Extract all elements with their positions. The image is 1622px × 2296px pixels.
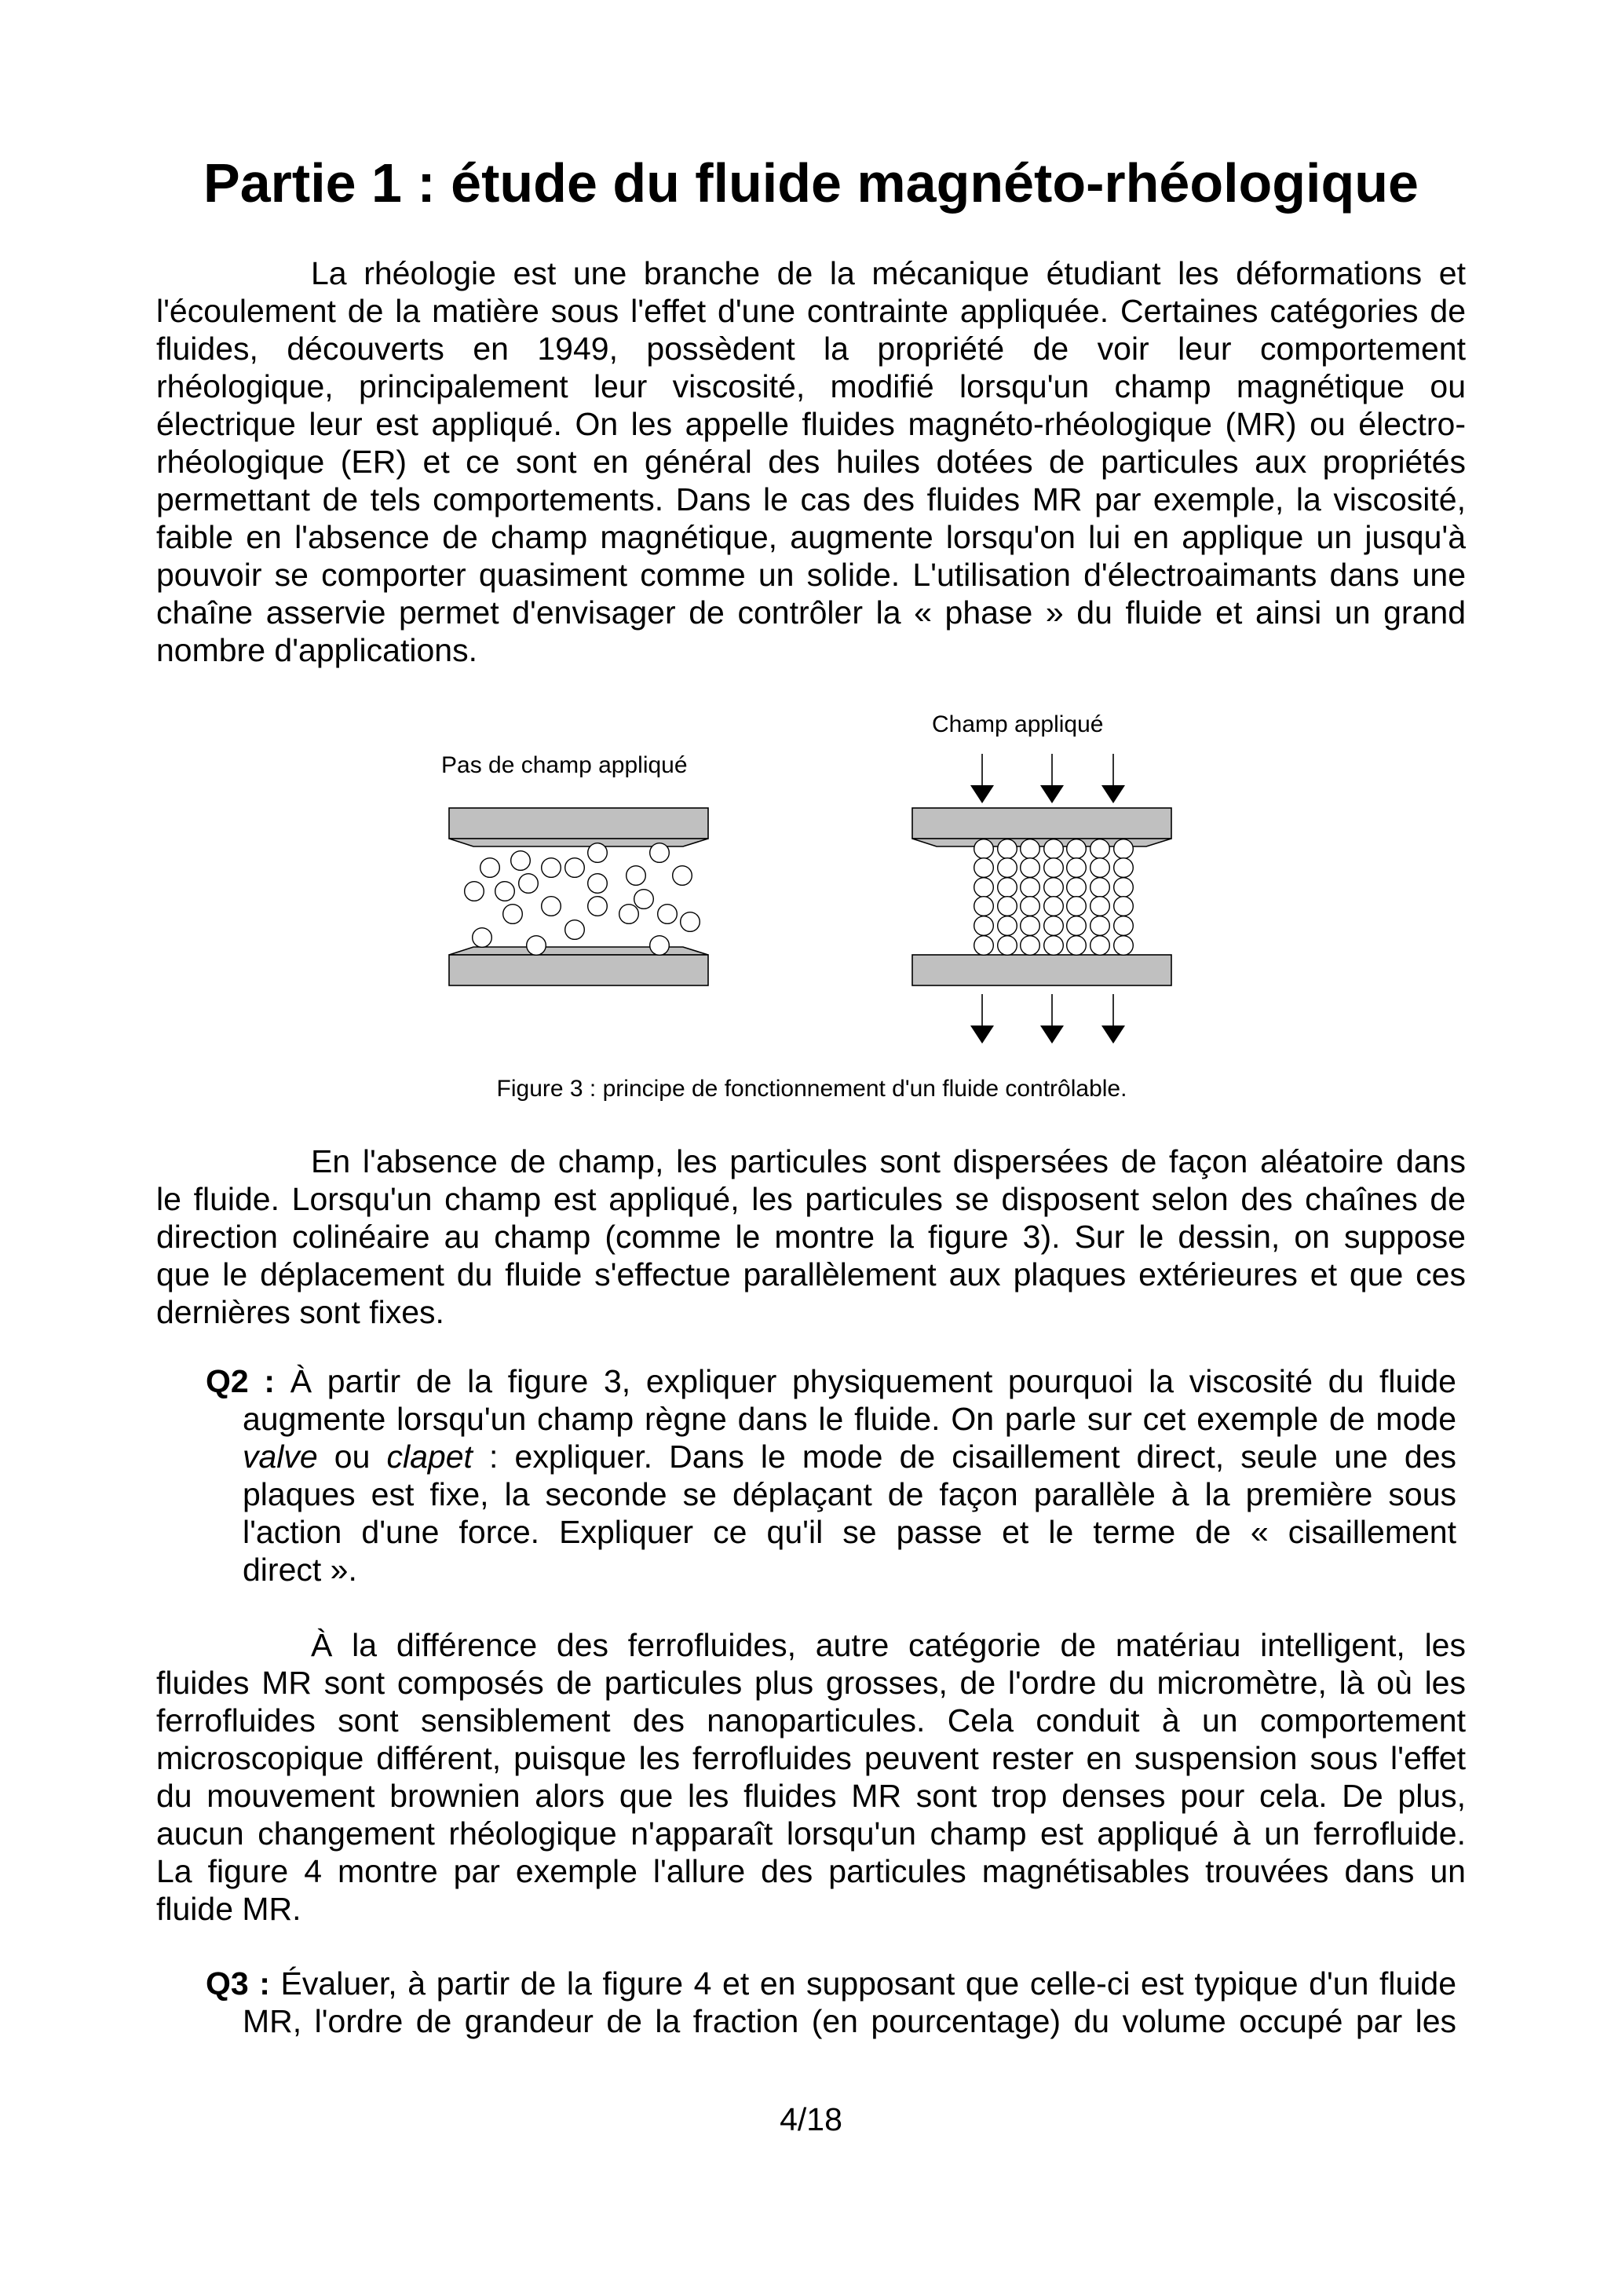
particle <box>542 897 561 916</box>
text-line: le fluide. Lorsqu'un champ est appliqué, les particules se disposent selon des chaînes de <box>156 1181 1466 1217</box>
chained-particle <box>1021 839 1040 859</box>
paragraph-absence-champ <box>156 1143 1466 1331</box>
particle <box>619 905 639 924</box>
particle <box>627 866 646 886</box>
bottom-plate <box>912 955 1171 985</box>
top-plate <box>449 808 708 839</box>
particle <box>588 874 608 894</box>
particle <box>473 928 492 948</box>
chained-particle <box>1114 936 1134 956</box>
particle <box>519 874 539 894</box>
text-line: l'écoulement de la matière sous l'effet d'une contrainte appliquée. Certaines catégories de <box>156 293 1466 329</box>
chained-particle <box>1021 858 1040 878</box>
text-line: ferrofluides sont sensiblement des nanoparticules. Cela conduit à un comportement <box>156 1702 1466 1738</box>
question-text: l'action d'une force. Expliquer ce qu'il se passe et le terme de « cisaillement <box>243 1514 1456 1550</box>
chained-particle <box>1090 858 1110 878</box>
text-line: En l'absence de champ, les particules sont dispersées de façon aléatoire dans <box>311 1143 1466 1179</box>
text-line: La figure 4 montre par exemple l'allure des particules magnétisables trouvées dans un <box>156 1853 1466 1889</box>
text-line: électrique leur est appliqué. On les appelle fluides magnéto-rhéologique (MR) ou électro- <box>156 406 1466 442</box>
text-line: dernières sont fixes. <box>156 1294 444 1330</box>
top-plate-bevel <box>912 839 1171 846</box>
question-q3 <box>206 1965 1456 2040</box>
chained-particle <box>1067 936 1087 956</box>
particle <box>634 890 654 909</box>
particle <box>503 905 523 924</box>
particle <box>658 905 678 924</box>
chained-particle <box>1090 897 1110 916</box>
chained-particle <box>974 858 994 878</box>
particle <box>681 912 700 932</box>
chained-particle <box>974 916 994 936</box>
chained-particle <box>1114 878 1134 898</box>
question-text: À partir de la figure 3, expliquer physiquement pourquoi la viscosité du fluide <box>275 1363 1456 1399</box>
chained-particle <box>1021 897 1040 916</box>
chained-particle <box>1044 936 1064 956</box>
question-text: direct ». <box>243 1552 357 1588</box>
text-line: rhéologique, principalement leur viscosité, modifié lorsqu'un champ magnétique ou <box>156 368 1466 404</box>
chained-particle <box>1021 878 1040 898</box>
question-text: augmente lorsqu'un champ règne dans le fluide. On parle sur cet exemple de mode <box>243 1401 1456 1437</box>
figure-caption <box>0 1076 1622 1102</box>
top-plate-bevel <box>449 839 708 846</box>
chained-particle <box>1044 878 1064 898</box>
particle <box>565 858 585 878</box>
chained-particle <box>998 936 1017 956</box>
arrow-head-icon <box>1101 1026 1125 1044</box>
chained-particle <box>1114 916 1134 936</box>
text-line: fluides MR sont composés de particules plus grosses, de l'ordre du micromètre, là où les <box>156 1665 1466 1701</box>
text-line: aucun changement rhéologique n'apparaît lorsqu'un champ est appliqué à un ferrofluide. <box>156 1815 1466 1852</box>
text-line: À la différence des ferrofluides, autre catégorie de matériau intelligent, les <box>311 1627 1466 1663</box>
chained-particle <box>1090 936 1110 956</box>
chained-particle <box>1114 839 1134 859</box>
question-q2 <box>206 1362 1456 1589</box>
particle <box>542 858 561 878</box>
text-line: fluide MR. <box>156 1891 301 1927</box>
text-line: direction colinéaire au champ (comme le montre la figure 3). Sur le dessin, on suppose <box>156 1219 1466 1255</box>
bottom-plate <box>449 955 708 985</box>
chained-particle <box>1067 916 1087 936</box>
chained-particle <box>1090 916 1110 936</box>
label-no-field: Pas de champ appliqué <box>441 752 688 778</box>
bottom-plate-bevel <box>449 947 708 955</box>
chained-particle <box>1021 936 1040 956</box>
label-field-applied: Champ appliqué <box>932 711 1104 737</box>
text-line: fluides, découverts en 1949, possèdent la propriété de voir leur comportement <box>156 331 1466 367</box>
question-text: : expliquer. Dans le mode de cisaillement direct, seule une des <box>472 1439 1457 1475</box>
text-line: faible en l'absence de champ magnétique, augmente lorsqu'on lui en applique un jusqu'à <box>156 519 1466 555</box>
text-line: du mouvement brownien alors que les fluides MR sont trop denses pour cela. De plus, <box>156 1778 1466 1814</box>
particle <box>527 936 546 956</box>
text-line: chaîne asservie permet d'envisager de contrôler la « phase » du fluide et ainsi un grand <box>156 594 1466 631</box>
text-line: que le déplacement du fluide s'effectue parallèlement aux plaques extérieures et que ces <box>156 1256 1466 1292</box>
question-text: plaques est fixe, la seconde se déplaçant de façon parallèle à la première sous <box>243 1476 1456 1512</box>
question-line <box>206 2002 1456 2040</box>
particle <box>465 882 484 901</box>
question-line <box>206 1362 1456 1400</box>
page-title: Partie 1 : étude du fluide magnéto-rhéologique <box>203 152 1419 214</box>
text-line: nombre d'applications. <box>156 632 477 668</box>
question-line <box>206 1513 1456 1551</box>
chained-particle <box>1114 858 1134 878</box>
chained-particle <box>998 858 1017 878</box>
particle <box>650 936 670 956</box>
chained-particle <box>1021 916 1040 936</box>
arrow-head-icon <box>1040 1026 1064 1044</box>
text-line: rhéologique (ER) et ce sont en général des huiles dotées de particules aux propriétés <box>156 444 1466 480</box>
particle-chains <box>974 839 1134 956</box>
particle <box>673 866 692 886</box>
particle <box>565 920 585 940</box>
chained-particle <box>1067 839 1087 859</box>
question-line <box>206 1551 1456 1589</box>
chained-particle <box>1044 858 1064 878</box>
question-text: MR, l'ordre de grandeur de la fraction (en pourcentage) du volume occupé par les <box>243 2003 1456 2039</box>
particle <box>480 858 500 878</box>
question-line <box>206 1438 1456 1475</box>
text-line: pouvoir se comporter quasiment comme un solide. L'utilisation d'électroaimants dans une <box>156 557 1466 593</box>
question-line <box>206 1475 1456 1513</box>
chained-particle <box>1067 897 1087 916</box>
question-line <box>206 1965 1456 2002</box>
chained-particle <box>998 878 1017 898</box>
paragraph-intro <box>156 254 1466 669</box>
top-plate <box>912 808 1171 839</box>
italic-term: clapet <box>386 1439 473 1475</box>
chained-particle <box>1044 897 1064 916</box>
field-arrows-bottom <box>970 994 1125 1044</box>
chained-particle <box>1114 897 1134 916</box>
chained-particle <box>998 897 1017 916</box>
field-arrows-top <box>970 754 1125 803</box>
page-number: 4/18 <box>780 2101 842 2137</box>
text-line: microscopique différent, puisque les ferrofluides peuvent rester en suspension sous l'effet <box>156 1740 1466 1776</box>
chained-particle <box>1044 839 1064 859</box>
no-field-diagram <box>449 808 708 985</box>
chained-particle <box>1090 839 1110 859</box>
arrow-head-icon <box>970 785 994 803</box>
particle <box>650 843 670 863</box>
question-label: Q2 : <box>206 1363 276 1399</box>
arrow-head-icon <box>1101 785 1125 803</box>
italic-term: valve <box>243 1439 318 1475</box>
chained-particle <box>974 878 994 898</box>
paragraph-ferrofluides <box>156 1626 1466 1928</box>
question-line <box>206 1400 1456 1438</box>
field-applied-diagram <box>912 754 1171 1044</box>
chained-particle <box>1044 916 1064 936</box>
question-label: Q3 : <box>206 1965 270 2002</box>
particle <box>588 843 608 863</box>
chained-particle <box>998 916 1017 936</box>
text-line: La rhéologie est une branche de la mécanique étudiant les déformations et <box>311 255 1466 291</box>
chained-particle <box>1067 878 1087 898</box>
chained-particle <box>974 897 994 916</box>
arrow-head-icon <box>1040 785 1064 803</box>
arrow-head-icon <box>970 1026 994 1044</box>
chained-particle <box>1067 858 1087 878</box>
dispersed-particles <box>465 843 700 956</box>
particle <box>511 851 531 871</box>
particle <box>495 882 515 901</box>
question-text: Évaluer, à partir de la figure 4 et en supposant que celle-ci est typique d'un fluide <box>269 1965 1456 2002</box>
chained-particle <box>974 936 994 956</box>
figure-caption-text: Figure 3 : principe de fonctionnement d'un fluide contrôlable. <box>496 1076 1127 1102</box>
question-text: ou <box>317 1439 387 1475</box>
chained-particle <box>974 839 994 859</box>
text-line: permettant de tels comportements. Dans le cas des fluides MR par exemple, la viscosité, <box>156 481 1466 517</box>
chained-particle <box>998 839 1017 859</box>
particle <box>588 897 608 916</box>
chained-particle <box>1090 878 1110 898</box>
